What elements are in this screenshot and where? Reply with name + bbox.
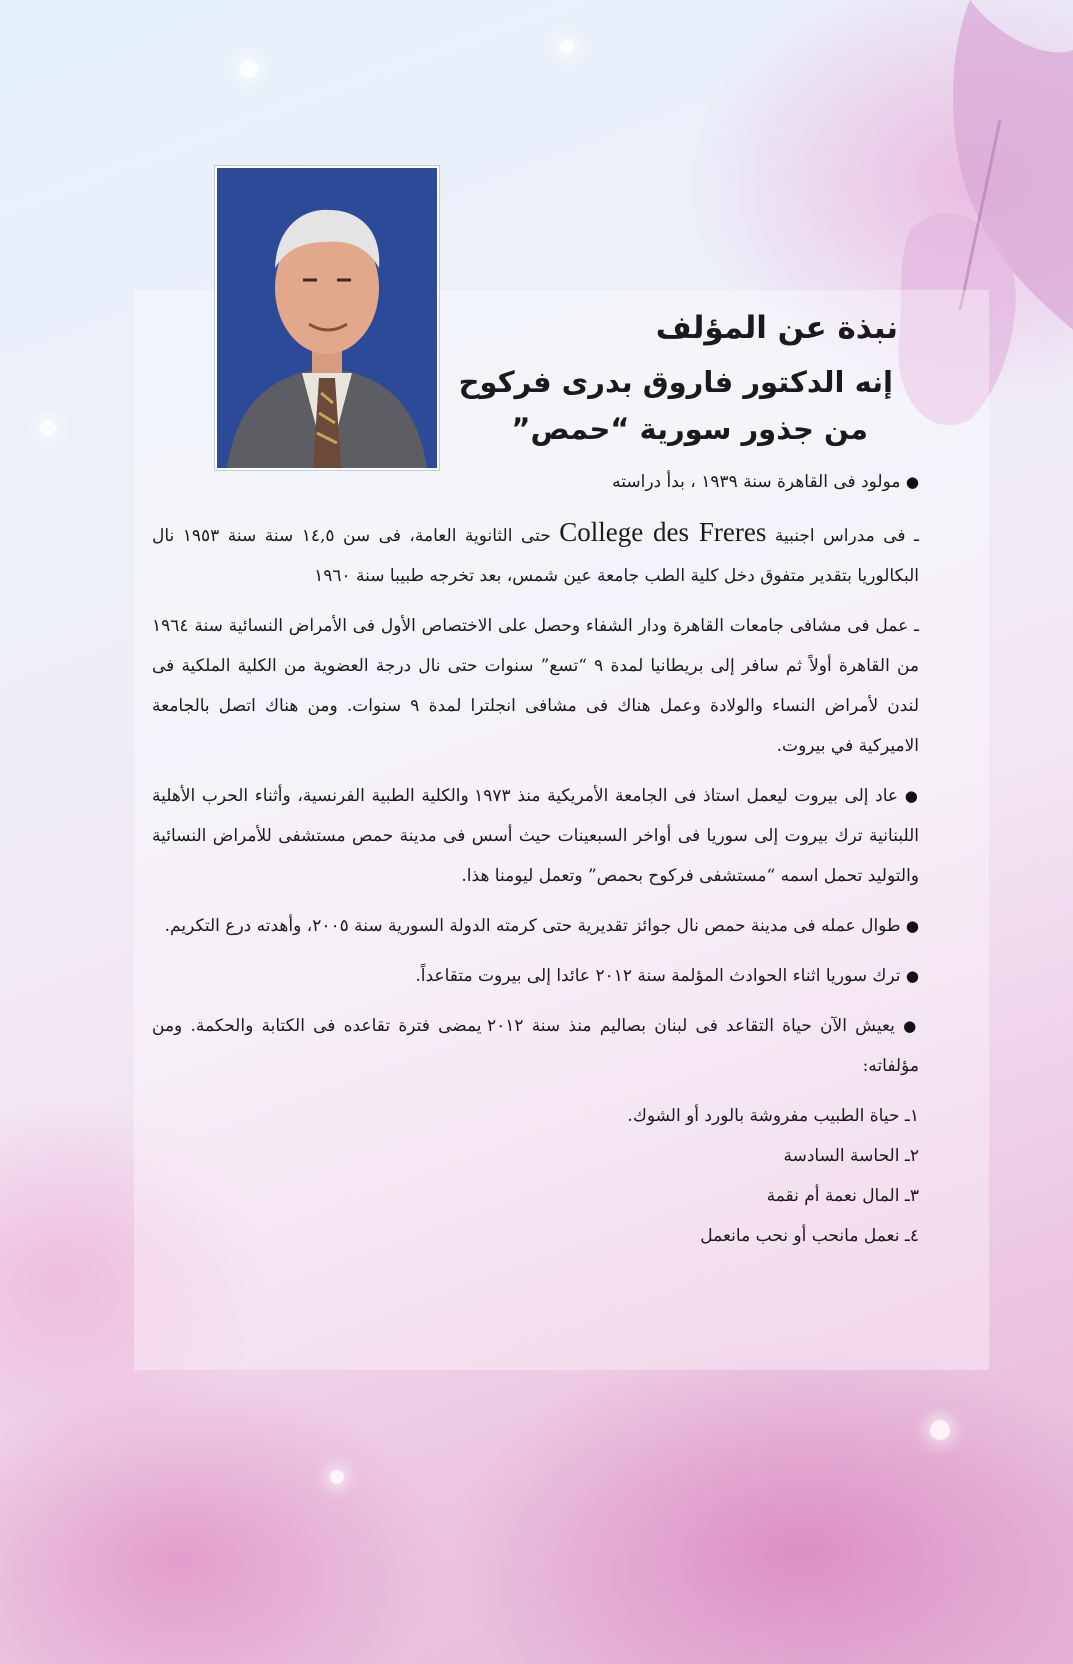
bio-paragraph: ● عاد إلى بيروت ليعمل استاذ فى الجامعة الأمريكية منذ ١٩٧٣ والكلية الطبية الفرنسية، وأثناء الحرب الأهلية اللبنانية ترك بيروت إلى سوريا فى أواخر السبعينات حيث أسس فى مدينة حمص مستشفى للأمراض النسائية والتوليد تحمل اسمه “مستشفى فركوح بحمص” وتعمل ليومنا هذا. bbox=[152, 786, 920, 886]
sparkle-decoration bbox=[330, 1470, 344, 1484]
sparkle-decoration bbox=[560, 40, 574, 54]
author-portrait-icon bbox=[217, 168, 437, 468]
works-list-item: ١ـ حياة الطبيب مفروشة بالورد أو الشوك. bbox=[627, 1106, 919, 1126]
bio-paragraph: ـ عمل فى مشافى جامعات القاهرة ودار الشفاء وحصل على الاختصاص الأول فى الأمراض النسائية سنة ١٩٦٤ من القاهرة أولاً ثم سافر إلى بريطانيا لمدة ٩ “تسع” سنوات حتى نال درجة العضوية من الكلية الملكية فى لندن لأمراض النساء والولادة وعمل هناك فى مشافى انجلترا لمدة ٩ سنوات. ومن هناك اتصل بالجامعة الاميركية في بيروت. bbox=[152, 616, 919, 756]
bio-paragraph: ● طوال عمله فى مدينة حمص نال جوائز تقديرية حتى كرمته الدولة السورية سنة ٢٠٠٥، وأهدته درع التكريم. bbox=[164, 916, 919, 936]
sparkle-decoration bbox=[40, 420, 56, 436]
bio-paragraph: ● يعيش الآن حياة التقاعد فى لبنان بصاليم منذ سنة ٢٠١٢ يمضى فترة تقاعده فى الكتابة والحكمة. ومن مؤلفاته: bbox=[152, 1016, 919, 1076]
author-name-heading: إنه الدكتور فاروق بدرى فركوح bbox=[458, 365, 893, 399]
bullet-icon: ● bbox=[905, 967, 919, 985]
author-photo bbox=[215, 166, 439, 470]
sparkle-decoration bbox=[930, 1420, 950, 1440]
bullet-icon: ● bbox=[905, 917, 919, 935]
author-origin-heading: من جذور سورية “حمص” bbox=[511, 412, 868, 446]
bullet-icon: ● bbox=[903, 1017, 919, 1035]
page-title: نبذة عن المؤلف bbox=[655, 310, 898, 346]
works-list-item: ٤ـ نعمل مانحب أو نحب مانعمل bbox=[700, 1226, 919, 1246]
sparkle-decoration bbox=[240, 60, 258, 78]
school-name: College des Freres bbox=[559, 517, 767, 547]
bullet-icon: ● bbox=[905, 473, 919, 491]
works-list-item: ٣ـ المال نعمة أم نقمة bbox=[766, 1186, 919, 1206]
bio-paragraph: ● ترك سوريا اثناء الحوادث المؤلمة سنة ٢٠١٢ عائدا إلى بيروت متقاعداً. bbox=[415, 966, 919, 986]
bio-paragraph: ● مولود فى القاهرة سنة ١٩٣٩ ، بدأ دراسته bbox=[612, 472, 919, 492]
works-list-item: ٢ـ الحاسة السادسة bbox=[783, 1146, 919, 1166]
biography-text bbox=[152, 462, 919, 1256]
bio-paragraph: ـ فى مدراس اجنبية College des Freres حتى الثانوية العامة، فى سن ١٤,٥ سنة سنة ١٩٥٣ نال البكالوريا بتقدير متفوق دخل كلية الطب جامعة عين شمس، بعد تخرجه طبيبا سنة ١٩٦٠ bbox=[152, 517, 920, 586]
bullet-icon: ● bbox=[904, 787, 920, 805]
